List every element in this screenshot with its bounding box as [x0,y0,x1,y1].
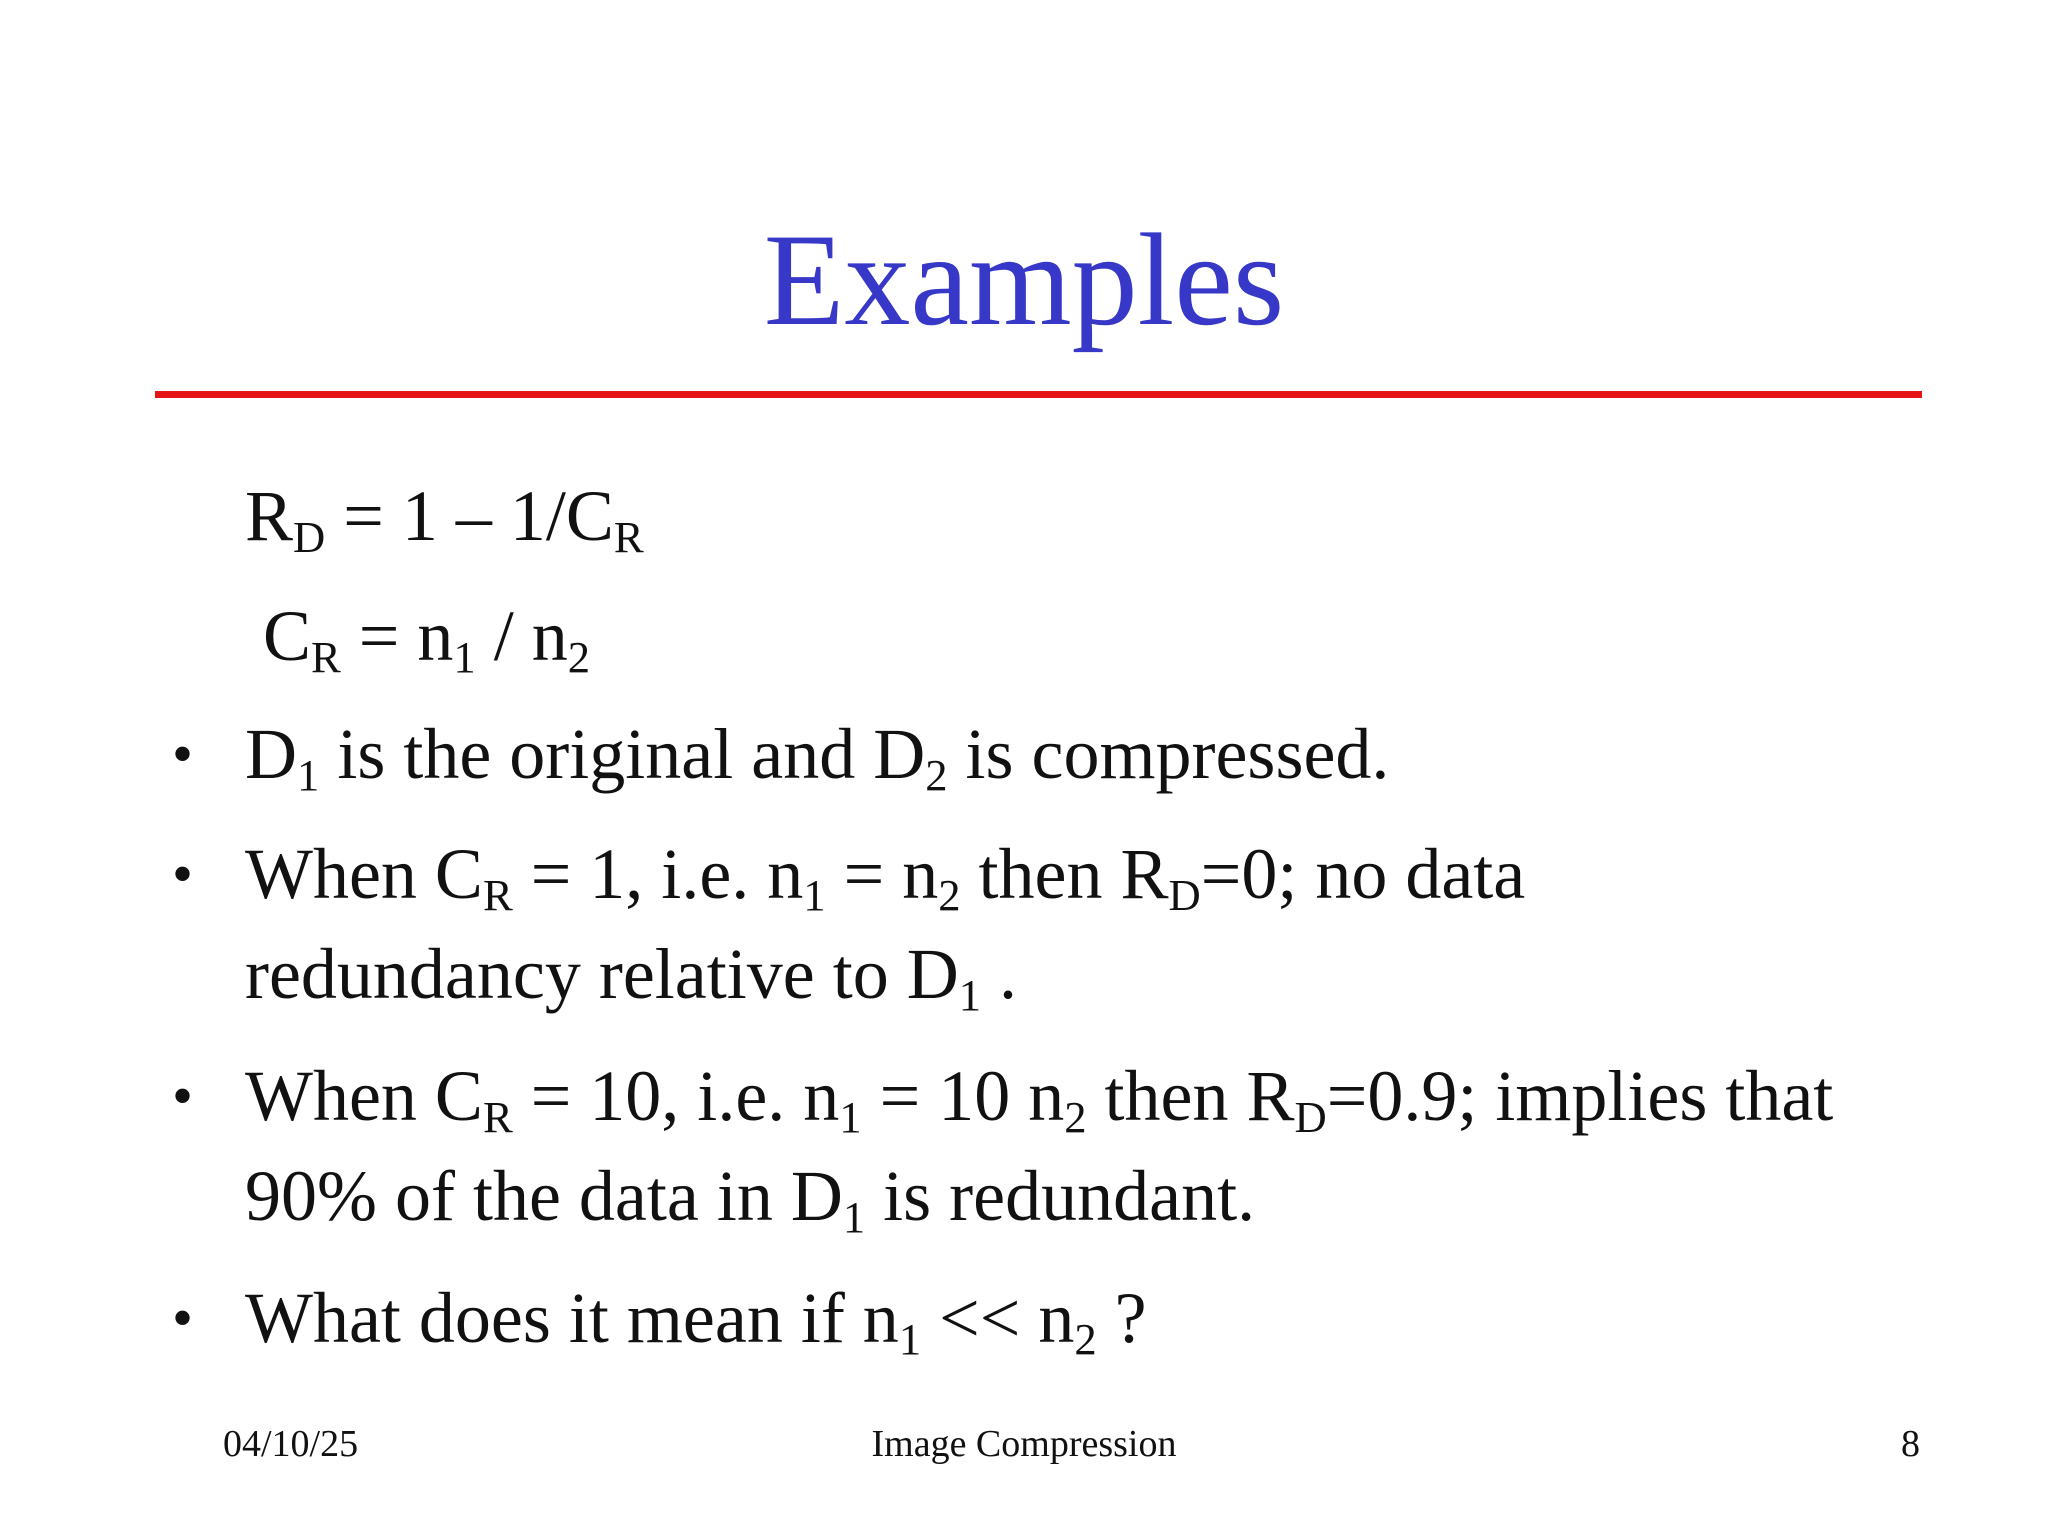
subscript: 1 [842,1192,866,1243]
text-run: << n [921,1278,1075,1358]
formula-subscript: R [311,632,341,683]
formula-subscript: 1 [453,632,476,683]
text-run: is redundant. [865,1156,1256,1236]
formula-text: C [263,596,312,676]
subscript: R [482,870,513,921]
formula-subscript: D [293,512,326,563]
bullet-marker: • [172,1285,194,1351]
text-run: ? [1096,1278,1147,1358]
text-run: redundancy relative to D [245,934,959,1014]
text-run: =0; no data [1200,834,1526,914]
subscript: R [482,1092,513,1143]
bullet-text-1 [245,714,1390,801]
text-run: When C [245,834,483,914]
subscript: 1 [297,750,320,801]
text-run: When C [245,1056,483,1136]
bullet-text-2-line-1 [245,834,1526,921]
text-run: = 1, i.e. n [512,834,804,914]
text-run: 90% of the data in D [245,1156,843,1236]
formula-text: = n [340,596,454,676]
footer-page-number: 8 [1901,1423,1920,1465]
bullet-text-2-line-2 [245,934,1018,1021]
text-run: then R [1086,1056,1295,1136]
subscript: 1 [803,870,826,921]
text-run: is compressed. [947,714,1390,794]
text-run: = n [825,834,939,914]
text-run: D [245,714,297,794]
subscript: D [1168,870,1201,921]
subscript: 1 [839,1092,862,1143]
footer-date: 04/10/25 [223,1423,359,1465]
formula-compression-ratio [263,596,591,683]
text-run: What does it mean if n [245,1278,899,1358]
formula-text: = 1 – 1/C [325,476,614,556]
subscript: 2 [1074,1314,1097,1365]
formula-subscript: 2 [567,632,591,683]
text-run: is the original and D [319,714,926,794]
text-run: then R [960,834,1169,914]
subscript: 2 [938,870,961,921]
bullet-marker: • [172,841,194,907]
text-run: . [981,934,1018,1014]
formula-redundancy [245,476,644,563]
subscript: D [1294,1092,1327,1143]
formula-text: R [245,476,294,556]
bullet-text-3-line-2 [245,1156,1256,1243]
formula-subscript: R [613,512,644,563]
subscript: 1 [898,1314,922,1365]
subscript: 2 [925,750,948,801]
text-run: = 10 n [861,1056,1065,1136]
text-run: =0.9; implies that [1326,1056,1834,1136]
bullet-marker: • [172,1063,194,1129]
formula-text: / n [475,596,568,676]
bullet-text-3-line-1 [245,1056,1834,1143]
subscript: 2 [1064,1092,1087,1143]
slide-title: Examples [763,206,1285,353]
footer-title: Image Compression [871,1423,1177,1465]
text-run: = 10, i.e. n [512,1056,840,1136]
bullet-marker: • [172,721,194,787]
title-divider [155,391,1922,398]
bullet-text-4 [245,1278,1147,1365]
subscript: 1 [958,970,982,1021]
